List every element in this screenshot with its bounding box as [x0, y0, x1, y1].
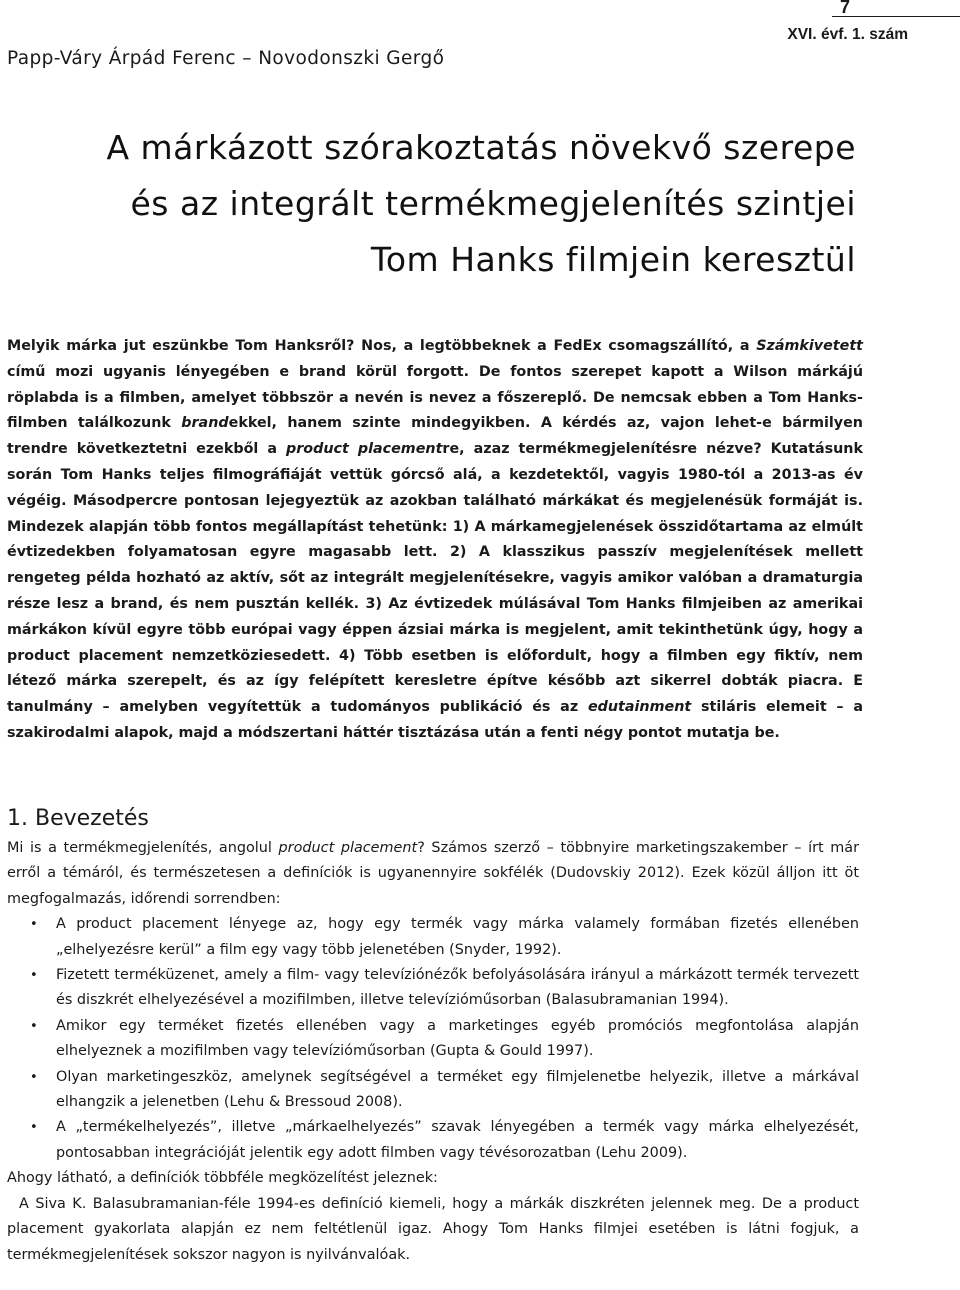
abstract-text-2: című mozi ugyanis lényegében e brand körül forgott. De fontos szerepet kapott a Wilson márkájú röplabda is a filmben, amelyet többször a nevén is nevez a főszereplő. De nemcsak ebben a Tom Hanks-filmben találkozunk — [7, 363, 863, 432]
intro-text-a: Mi is a termékmegjelenítés, angolul — [7, 840, 279, 856]
definition-item: • Fizetett terméküzenet, amely a film- vagy televíziónézők befolyásolására irányul a márkázott termék tervezett és diszkrét elhelyezésével a mozifilmben, illetve televízióműsorban (Balasubramanian 1994). — [7, 963, 859, 1014]
abstract-film-title: Számkivetett — [756, 338, 863, 354]
issue-label: XVI. évf. 1. szám — [787, 26, 908, 43]
definition-item: • Olyan marketingeszköz, amelynek segítségével a terméket egy filmjelenetbe helyezik, illetve a márkával elhangzik a jelenetben (Lehu & Bressoud 2008). — [7, 1065, 859, 1116]
definition-item: • A „termékelhelyezés”, illetve „márkaelhelyezés” szavak lényegében a termék vagy márka elhelyezését, pontosabban integrációját jelentik egy adott filmben vagy tévésorozatban (Lehu 2009). — [7, 1115, 859, 1166]
definition-item: • A product placement lényege az, hogy egy termék vagy márka valamely formában fizetés ellenében „elhelyezésre kerül” a film egy vagy több jelenetében (Snyder, 1992). — [7, 912, 859, 963]
abstract-edutainment-term: edutainment — [587, 699, 692, 716]
intro-text-b: ? Számos szerző – többnyire marketingszakember – írt már erről a témáról, és természetesen a definíciók is ugyanennyire sokfélék (Dudovskiy 2012). Ezek közül álljon itt öt megfogalmazás, időrendi sorrendben: — [7, 840, 860, 907]
abstract — [7, 334, 863, 747]
header-rule — [832, 16, 960, 17]
page-number: 7 — [839, 0, 850, 17]
definition-item: • Amikor egy terméket fizetés ellenében vagy a marketinges egyéb promóciós megfontolása alapján elhelyeznek a mozifilmben vagy televízióműsorban (Gupta & Gould 1997). — [7, 1014, 859, 1065]
abstract-text-3: ekkel, hanem szinte mindegyikben. A kérdés az, vajon lehet-e bármilyen trendre következtetni ezekből a — [7, 415, 863, 458]
article-title — [106, 120, 856, 288]
title-line-3: Tom Hanks filmjein keresztül — [370, 240, 856, 279]
after-list-paragraph: Ahogy látható, a definíciók többféle megközelítést jeleznek: — [7, 1170, 438, 1187]
abstract-placement-term: product placement — [286, 441, 443, 458]
closing-paragraph: A Siva K. Balasubramanian-féle 1994-es definíció kiemeli, hogy a márkák diszkréten jelennek meg. De a product placement gyakorlata alapján ez nem feltétlenül igaz. Ahogy Tom Hanks filmjei esetében is látni fogjuk, a termékmegjelenítések sokszor nagyon is nyilvánvalóak. — [7, 1195, 859, 1263]
intro-term: product placement — [278, 840, 418, 856]
title-line-2: és az integrált termékmegjelenítés szintjei — [130, 184, 856, 223]
abstract-text-5: stiláris elemeit – a szakirodalmi alapok, majd a módszertani háttér tisztázása után a fenti négy pontot mutatja be. — [7, 699, 864, 741]
abstract-text-1: Melyik márka jut eszünkbe Tom Hanksről? Nos, a legtöbbeknek a FedEx csomagszállító, a — [7, 338, 757, 354]
section-body — [7, 836, 859, 1268]
section-heading: 1. Bevezetés — [7, 806, 149, 831]
author-line: Papp-Váry Árpád Ferenc – Novodonszki Gergő — [7, 48, 445, 69]
intro-paragraph — [7, 836, 859, 912]
definition-list — [7, 912, 859, 1166]
abstract-text-4: re, azaz termékmegjelenítésre nézve? Kutatásunk során Tom Hanks teljes filmográfiáját vettük górcső alá, a kezdetektől, vagyis 1980-tól a 2013-as év végéig. Másodpercre pontosan lejegyeztük az azokban található márkákat és megjelenésük formáját is. Mindezek alapján több fontos megállapítást tehetünk: 1) A márkamegjelenések összidőtartama az elmúlt évtizedekben folyamatosan egyre magasabb lett. 2) A klasszikus passzív megjelenítések mellett rengeteg példa hozható az aktív, sőt az integrált megjelenítésekre, vagyis amikor valóban a dramaturgia része lesz a brand, és nem pusztán kellék. 3) Az évtizedek múlásával Tom Hanks filmjeiben az amerikai márkákon kívül egyre több európai vagy éppen ázsiai márka is megjelent, amit tekinthetünk úgy, hogy a product placement nemzetköziesedett. 4) Több esetben is előfordult, hogy a filmben egy fiktív, nem létező márka szerepelt, és az így felépített keresletre építve később azt sikerrel dobták piacra. E tanulmány – amelyben vegyítettük a tudományos publikáció és az — [7, 441, 863, 716]
abstract-brand-term: brand — [181, 415, 229, 432]
title-line-1: A márkázott szórakoztatás növekvő szerepe — [106, 128, 856, 167]
